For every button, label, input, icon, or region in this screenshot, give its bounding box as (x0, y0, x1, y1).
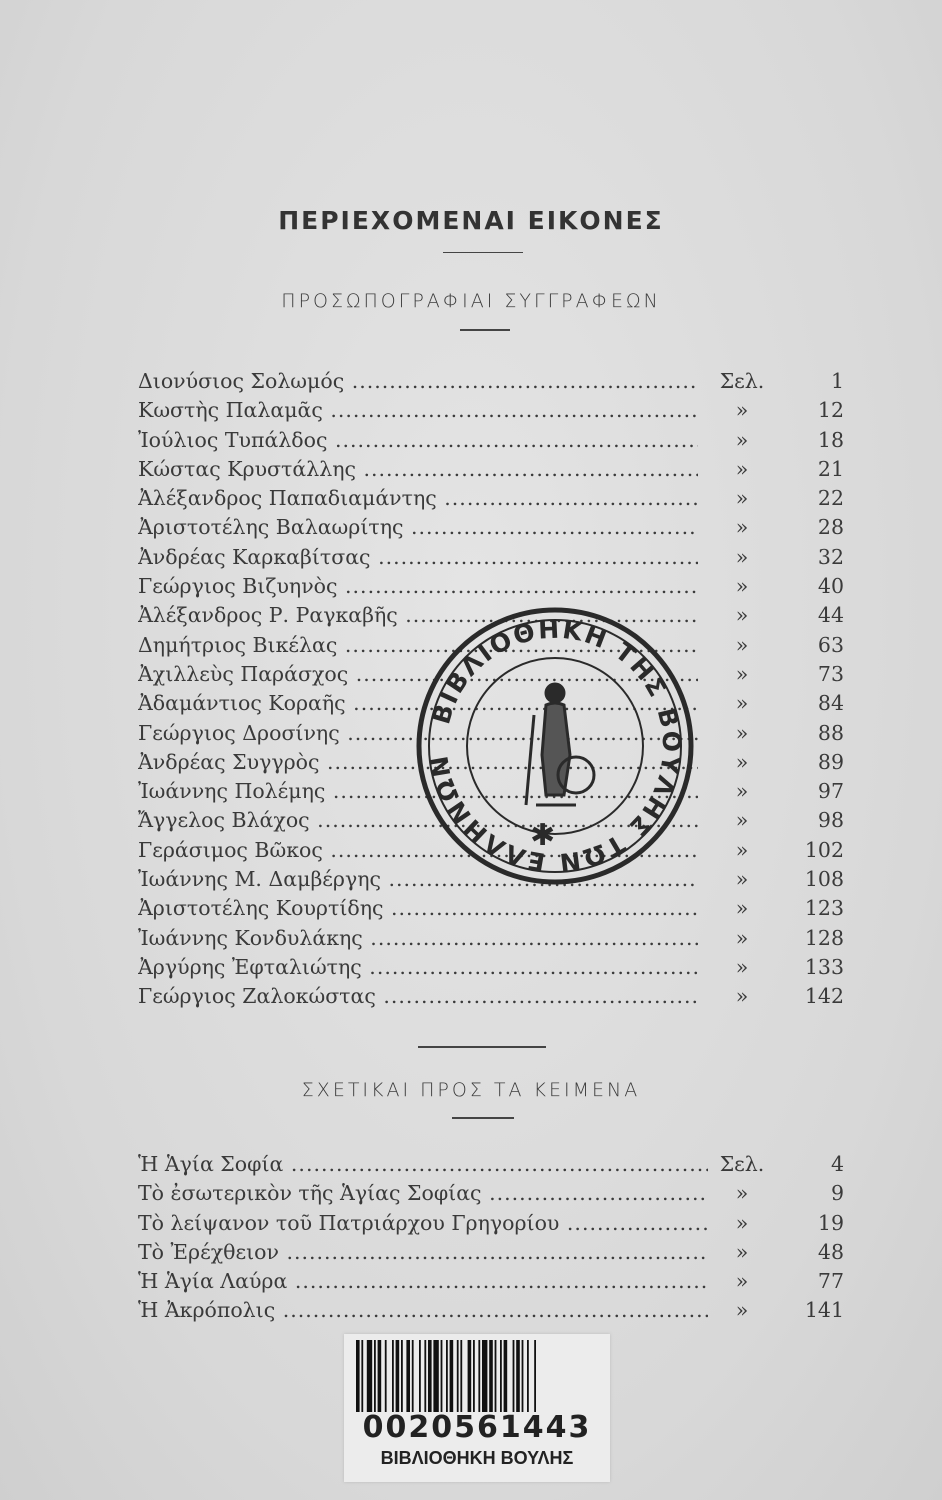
barcode-library-name: ΒΙΒΛΙΟΘΗΚΗ ΒΟΥΛΗΣ (380, 1448, 574, 1468)
entry-page-number: 1 (830, 369, 844, 393)
toc-entry (128, 543, 844, 572)
barcode-bar (460, 1340, 462, 1412)
entry-title: Γεώργιος Ζαλοκώστας ..... (138, 982, 698, 1011)
barcode-label (344, 1334, 610, 1482)
entry-title: Δημήτριος Βικέλας ..... (138, 631, 698, 660)
toc-entry (128, 513, 844, 542)
barcode-bar (450, 1340, 454, 1412)
related-images-list (128, 1150, 844, 1326)
barcode-number: 0020561443 (362, 1410, 592, 1445)
barcode-bar (361, 1340, 363, 1412)
entry-title: Ἡ Ἁγία Σοφία ..... (138, 1150, 708, 1179)
toc-entry (128, 924, 844, 953)
entry-page-marker: » (735, 720, 749, 745)
entry-title: Ἰούλιος Τυπάλδος ..... (138, 426, 698, 455)
entry-title: Κώστας Κρυστάλλης ..... (138, 455, 698, 484)
barcode-bar (500, 1340, 502, 1412)
entry-page-marker: » (735, 984, 749, 1009)
barcode-bar (356, 1340, 360, 1412)
barcode-bar (396, 1340, 400, 1412)
entry-title: Τὸ λείψανον τοῦ Πατριάρχου Γρηγορίου ..... (138, 1209, 708, 1238)
entry-page-number: 48 (817, 1239, 844, 1264)
entry-page-marker: » (735, 954, 749, 979)
entry-title: Ἀχιλλεὺς Παράσχος ..... (138, 660, 698, 689)
barcode-bar (378, 1340, 382, 1412)
entry-page-number: 21 (817, 456, 844, 481)
section-heading-related: ΣΧΕΤΙΚΑΙ ΠΡΟΣ ΤΑ ΚΕΙΜΕΝΑ (301, 1079, 641, 1101)
entry-page-marker: » (735, 427, 749, 452)
barcode-bar (401, 1340, 403, 1412)
barcode-bar (489, 1340, 493, 1412)
barcode-bar (516, 1340, 520, 1412)
toc-entry (128, 894, 844, 923)
entry-page-number: 19 (817, 1210, 844, 1235)
entry-page-marker: » (735, 574, 749, 599)
barcode-bar (534, 1340, 536, 1412)
toc-entry (128, 982, 844, 1011)
entry-page-marker: » (735, 691, 749, 716)
entry-page-number: 77 (817, 1269, 844, 1294)
stamp-figure (526, 684, 594, 805)
section-rule-portraits (460, 329, 510, 331)
page-title: ΠΕΡΙΕΧΟΜΕΝΑΙ ΕΙΚΟΝΕΣ (278, 206, 664, 235)
entry-page-number: 108 (804, 867, 844, 892)
entry-page-number: 84 (817, 691, 844, 716)
entry-page-marker: » (735, 779, 749, 804)
entry-title: Ἰωάννης Κονδυλάκης ..... (138, 924, 698, 953)
entry-page-number: 133 (804, 954, 844, 979)
barcode-bar (473, 1340, 475, 1412)
toc-entry (128, 1238, 844, 1267)
entry-page-marker: » (735, 1269, 749, 1294)
entry-page-number: 89 (817, 749, 844, 774)
entry-page-marker: » (735, 749, 749, 774)
entry-page-marker: » (735, 896, 749, 921)
entry-title: Ἀριστοτέλης Κουρτίδης ..... (138, 894, 698, 923)
entry-page-number: 63 (817, 632, 844, 657)
entry-title: Γεώργιος Βιζυηνὸς ..... (138, 572, 698, 601)
toc-entry (128, 1179, 844, 1208)
toc-entry (128, 367, 844, 396)
entry-title: Γεώργιος Δροσίνης ..... (138, 719, 698, 748)
entry-page-number: 4 (830, 1152, 844, 1176)
entry-page-marker: » (735, 398, 749, 423)
entry-page-number: 32 (817, 544, 844, 569)
toc-entry (128, 1150, 844, 1179)
entry-title: Ἀριστοτέλης Βαλαωρίτης ..... (138, 513, 698, 542)
barcode-bar (428, 1340, 432, 1412)
barcode-bar (457, 1340, 459, 1412)
entry-page-number: 102 (804, 837, 844, 862)
entry-page-number: 28 (817, 515, 844, 540)
entry-page-marker: » (735, 925, 749, 950)
entry-title: Ἀνδρέας Συγγρὸς ..... (138, 748, 698, 777)
barcode-bars (352, 1340, 602, 1412)
entry-page-marker: » (735, 486, 749, 511)
barcode-bar (513, 1340, 515, 1412)
entry-title: Ἀδαμάντιος Κοραῆς ..... (138, 689, 698, 718)
entry-page-marker: Σελ. (719, 1152, 765, 1176)
barcode-bar (419, 1340, 421, 1412)
entry-title: Τὸ Ἐρέχθειον ..... (138, 1238, 708, 1267)
stamp-star: ✱ (530, 818, 556, 853)
section-heading-portraits: ΠΡΟΣΩΠΟΓΡΑΦΙΑΙ ΣΥΓΓΡΑΦΕΩΝ (281, 290, 661, 312)
entry-page-number: 142 (804, 984, 844, 1009)
entry-page-marker: Σελ. (719, 369, 765, 393)
entry-page-marker: » (735, 1298, 749, 1323)
entry-page-number: 44 (817, 603, 844, 628)
entry-page-number: 128 (804, 925, 844, 950)
barcode-bar (504, 1340, 508, 1412)
entry-page-marker: » (735, 1181, 749, 1206)
library-stamp (414, 605, 696, 887)
toc-entry (128, 572, 844, 601)
barcode-bar (412, 1340, 414, 1412)
entry-page-marker: » (735, 1210, 749, 1235)
entry-page-marker: » (735, 515, 749, 540)
entry-page-marker: » (735, 544, 749, 569)
barcode-bar (441, 1340, 443, 1412)
entry-page-number: 18 (817, 427, 844, 452)
entry-page-marker: » (735, 1239, 749, 1264)
entry-page-marker: » (735, 456, 749, 481)
barcode-bar (392, 1340, 394, 1412)
entry-page-number: 73 (817, 661, 844, 686)
entry-title: Κωστὴς Παλαμᾶς ..... (138, 396, 698, 425)
entry-page-marker: » (735, 661, 749, 686)
entry-page-number: 123 (804, 896, 844, 921)
toc-entry (128, 455, 844, 484)
entry-title: Γεράσιμος Βῶκος ..... (138, 836, 698, 865)
barcode-bar (495, 1340, 497, 1412)
barcode-bar (468, 1340, 472, 1412)
barcode-bar (446, 1340, 448, 1412)
barcode-bar (406, 1340, 410, 1412)
entry-title: Ἀλέξανδρος Ρ. Ραγκαβῆς ..... (138, 601, 698, 630)
entry-page-number: 141 (804, 1298, 844, 1323)
entry-page-number: 98 (817, 808, 844, 833)
divider-rule (418, 1046, 546, 1048)
entry-title: Ἡ Ἁγία Λαύρα ..... (138, 1267, 708, 1296)
barcode-bar (478, 1340, 480, 1412)
entry-title: Ἰωάννης Πολέμης ..... (138, 777, 698, 806)
entry-page-marker: » (735, 837, 749, 862)
entry-page-marker: » (735, 603, 749, 628)
entry-page-number: 12 (817, 398, 844, 423)
barcode-bar (433, 1340, 438, 1412)
entry-title: Ἄγγελος Βλάχος ..... (138, 806, 698, 835)
barcode-bar (527, 1340, 529, 1412)
title-rule (443, 252, 523, 253)
entry-title: Ἀργύρης Ἐφταλιώτης ..... (138, 953, 698, 982)
barcode-bar (522, 1340, 524, 1412)
entry-page-marker: » (735, 808, 749, 833)
entry-page-number: 88 (817, 720, 844, 745)
entry-page-number: 22 (817, 486, 844, 511)
section-rule-related (452, 1117, 514, 1119)
stamp-text: ΒΙΒΛΙΟΘΗΚΗ ΤΗΣ ΒΟΥΛΗΣ ΤΩΝ ΕΛΛΗΝΩΝ (423, 614, 687, 878)
entry-page-number: 9 (830, 1181, 844, 1206)
entry-title: Ἀνδρέας Καρκαβίτσας ..... (138, 543, 698, 572)
toc-entry (128, 484, 844, 513)
toc-entry (128, 1209, 844, 1238)
toc-entry (128, 1267, 844, 1296)
toc-entry (128, 426, 844, 455)
barcode-bar (367, 1340, 372, 1412)
entry-title: Ἀλέξανδρος Παπαδιαμάντης ..... (138, 484, 698, 513)
toc-entry (128, 1296, 844, 1325)
barcode-bar (424, 1340, 426, 1412)
barcode-bar (385, 1340, 387, 1412)
entry-page-marker: » (735, 867, 749, 892)
entry-title: Ἡ Ἀκρόπολις ..... (138, 1296, 708, 1325)
toc-entry (128, 396, 844, 425)
entry-page-number: 40 (817, 574, 844, 599)
entry-page-number: 97 (817, 779, 844, 804)
entry-page-marker: » (735, 632, 749, 657)
entry-title: Τὸ ἐσωτερικὸν τῆς Ἁγίας Σοφίας ..... (138, 1179, 708, 1208)
entry-title: Ἰωάννης Μ. Δαμβέργης ..... (138, 865, 698, 894)
barcode-bar (482, 1340, 487, 1412)
barcode-bar (374, 1340, 376, 1412)
toc-entry (128, 953, 844, 982)
entry-title: Διονύσιος Σολωμός ..... (138, 367, 698, 396)
